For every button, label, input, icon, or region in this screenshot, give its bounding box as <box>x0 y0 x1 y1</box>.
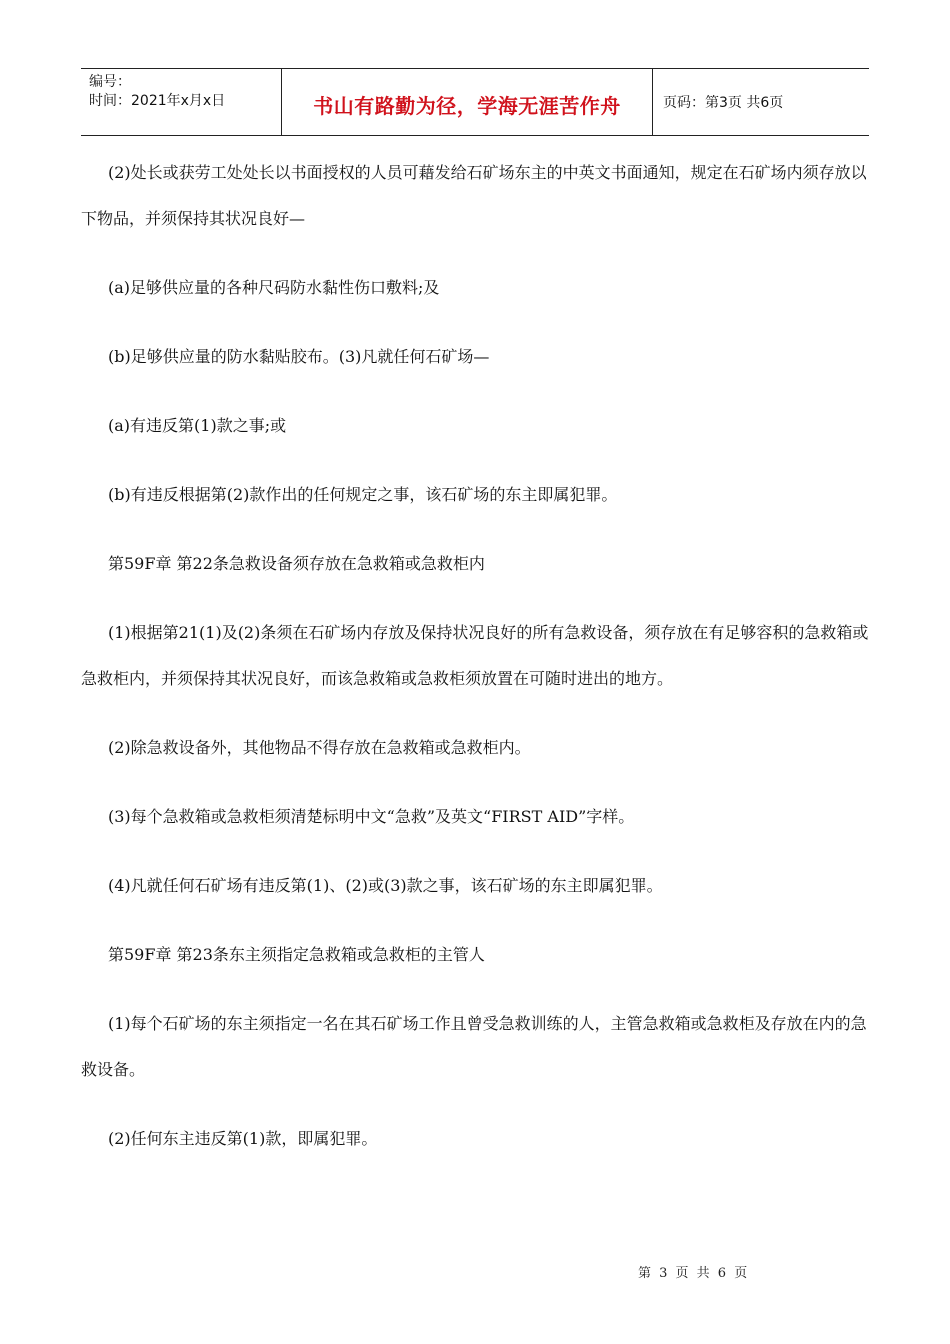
paragraph-23-1: (1)每个石矿场的东主须指定一名在其石矿场工作且曾受急救训练的人，主管急救箱或急救柜及存放在内的急救设备。 <box>81 1014 867 1079</box>
header-motto-cell <box>281 69 653 135</box>
document-body <box>81 150 881 1185</box>
paragraph-item-b-tape: (b)足够供应量的防水黏贴胶布。(3)凡就任何石矿场— <box>108 347 490 366</box>
paragraph-item-a-violation: (a)有违反第(1)款之事;或 <box>108 416 287 435</box>
paragraph-22-2: (2)除急救设备外，其他物品不得存放在急救箱或急救柜内。 <box>108 738 531 757</box>
paragraph-22-4: (4)凡就任何石矿场有违反第(1)、(2)或(3)款之事，该石矿场的东主即属犯罪。 <box>108 876 663 895</box>
document-date: 时间：2021年x月x日 <box>89 93 226 109</box>
header-page-info-cell <box>653 69 869 135</box>
page-footer-number: 第 3 页 共 6 页 <box>638 1266 750 1281</box>
paragraph-item-a-dressings: (a)足够供应量的各种尺码防水黏性伤口敷料;及 <box>108 278 440 297</box>
paragraph-item-b-violation: (b)有违反根据第(2)款作出的任何规定之事，该石矿场的东主即属犯罪。 <box>108 485 618 504</box>
section-heading-22: 第59F章 第22条急救设备须存放在急救箱或急救柜内 <box>108 554 485 573</box>
paragraph-2-notice: (2)处长或获劳工处处长以书面授权的人员可藉发给石矿场东主的中英文书面通知，规定在石矿场内须存放以下物品，并须保持其状况良好— <box>81 163 867 228</box>
page-header <box>81 68 869 136</box>
header-page-info: 页码：第3页 共6页 <box>663 95 784 111</box>
section-heading-23: 第59F章 第23条东主须指定急救箱或急救柜的主管人 <box>108 945 485 964</box>
header-motto: 书山有路勤为径，学海无涯苦作舟 <box>313 93 621 118</box>
header-meta <box>81 69 281 135</box>
paragraph-22-1: (1)根据第21(1)及(2)条须在石矿场内存放及保持状况良好的所有急救设备，须存放在有足够容积的急救箱或急救柜内，并须保持其状况良好，而该急救箱或急救柜须放置在可随时进出的地方。 <box>81 623 869 688</box>
document-code-label: 编号： <box>89 74 131 90</box>
paragraph-22-3: (3)每个急救箱或急救柜须清楚标明中文“急救”及英文“FIRST AID”字样。 <box>108 807 635 826</box>
paragraph-23-2: (2)任何东主违反第(1)款，即属犯罪。 <box>108 1129 378 1148</box>
